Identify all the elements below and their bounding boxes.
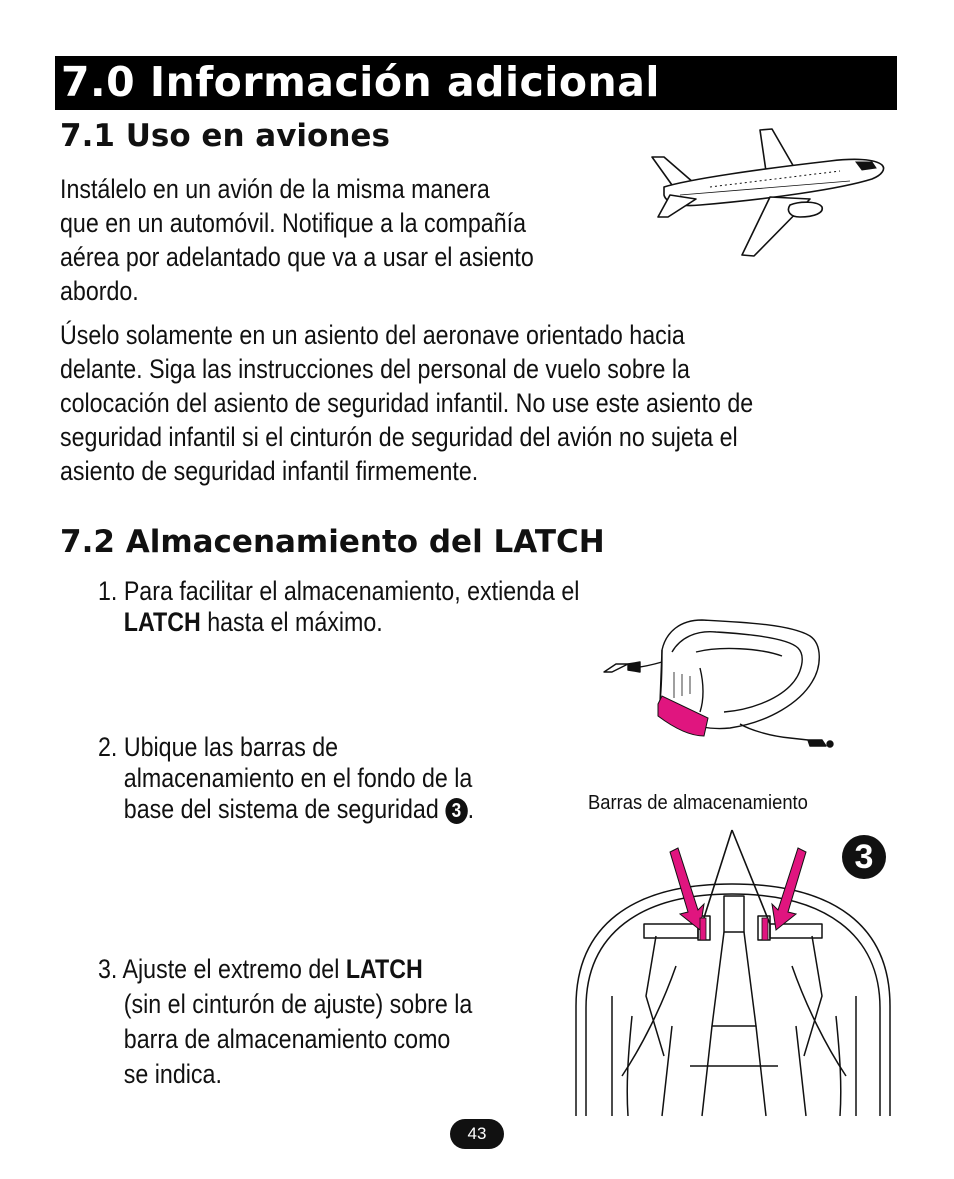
text-line: Úselo solamente en un asiento del aeronave orientado hacia <box>60 320 685 350</box>
section-title-bar <box>55 56 897 110</box>
text-line: colocación del asiento de seguridad infantil. No use este asiento de <box>60 388 754 418</box>
paragraph-airplane-install <box>60 172 628 308</box>
car-seat-base-illustration <box>600 612 840 757</box>
text-line: asiento de seguridad infantil firmemente. <box>60 456 479 486</box>
heading-7-1: 7.1 Uso en aviones <box>60 118 390 154</box>
step-2 <box>98 732 580 825</box>
step-3-line: barra de almacenamiento como <box>123 1024 451 1054</box>
heading-7-2: 7.2 Almacenamiento del LATCH <box>60 524 605 560</box>
section-title: 7.0 Información adicional <box>61 58 660 106</box>
page-number: 43 <box>450 1119 504 1149</box>
step-3-line: 3. Ajuste el extremo del <box>98 954 346 984</box>
step-2-line: 2. Ubique las barras de <box>98 732 339 762</box>
step-3-line: (sin el cinturón de ajuste) sobre la <box>123 989 473 1019</box>
step-2-line: almacenamiento en el fondo de la <box>123 763 473 793</box>
text-line: aérea por adelantado que va a usar el asiento <box>60 242 534 272</box>
airplane-illustration <box>650 125 890 260</box>
paragraph-airplane-usage <box>60 318 894 488</box>
step-2-end: . <box>467 794 475 824</box>
text-line: seguridad infantil si el cinturón de seguridad del avión no sujeta el <box>60 422 738 452</box>
figure-caption: Barras de almacenamiento <box>588 792 808 814</box>
figure-ref-badge: 3 <box>445 798 467 824</box>
latch-label: LATCH <box>345 954 423 984</box>
latch-label: LATCH <box>123 607 201 637</box>
step-3 <box>98 954 580 1090</box>
step-3-line: se indica. <box>123 1059 222 1089</box>
storage-bars-illustration <box>572 826 896 1118</box>
step-1-rest: hasta el máximo. <box>200 607 383 637</box>
text-line: delante. Siga las instrucciones del personal de vuelo sobre la <box>60 354 690 384</box>
step-2-line: base del sistema de seguridad <box>123 794 446 824</box>
step-1-line: 1. Para facilitar el almacenamiento, extienda el <box>98 576 580 606</box>
text-line: que en un automóvil. Notifique a la compañía <box>60 208 526 238</box>
text-line: abordo. <box>60 276 139 306</box>
figure-number-badge: 3 <box>842 835 886 879</box>
text-line: Instálelo en un avión de la misma manera <box>60 174 490 204</box>
